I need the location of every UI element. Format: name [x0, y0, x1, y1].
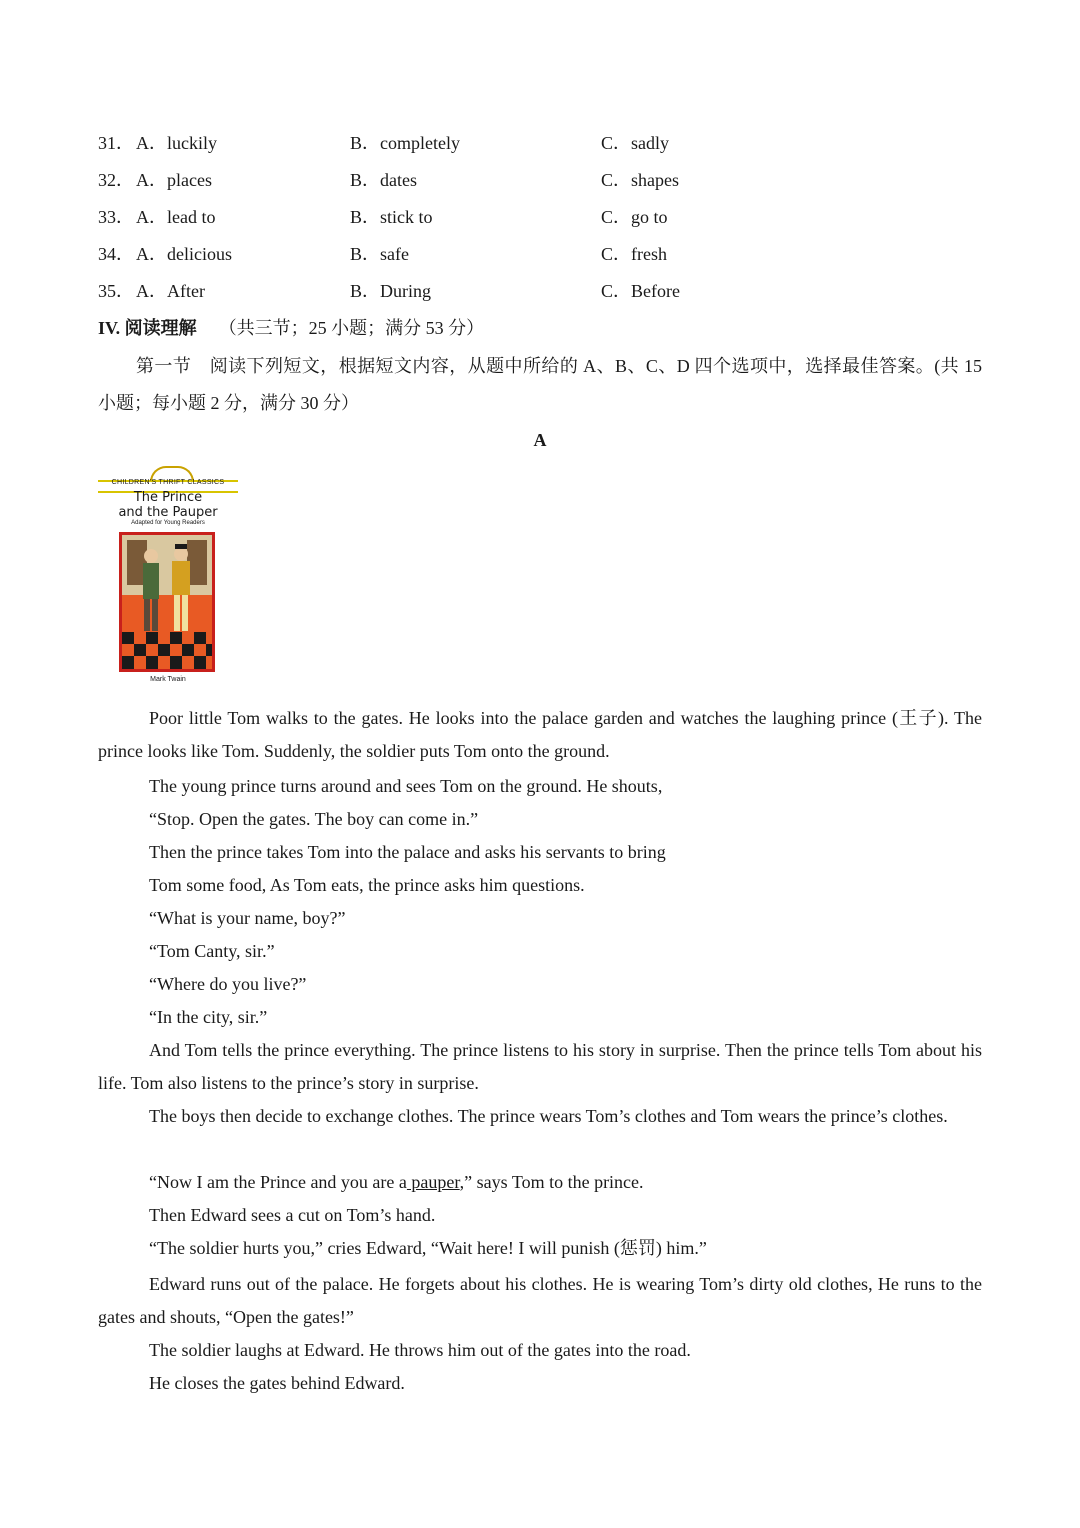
paragraph-text: The boys then decide to exchange clothes. The prince wears Tom’s clothes and Tom wears the prince’s clothes.	[149, 1106, 948, 1126]
option-b: B．dates	[350, 170, 417, 190]
line-text: “Now I am the Prince and you are a	[149, 1172, 407, 1192]
question-number: 32．	[98, 170, 134, 190]
passage-line: He closes the gates behind Edward.	[149, 1373, 405, 1393]
question-row	[98, 202, 998, 232]
question-number: 34．	[98, 244, 134, 264]
passage-paragraph	[98, 702, 982, 768]
question-number: 31．	[98, 133, 134, 153]
passage-line: The soldier laughs at Edward. He throws him out of the gates into the road.	[149, 1340, 691, 1360]
option-a: A．lead to	[136, 207, 216, 227]
question-row	[98, 276, 998, 306]
section-heading	[98, 313, 484, 343]
option-b: B．completely	[350, 133, 460, 153]
paragraph-text: Poor little Tom walks to the gates. He looks into the palace garden and watches the laughing prince (王子). The prince looks like Tom. Suddenly, the soldier puts Tom onto the ground.	[98, 708, 982, 761]
option-a: A．delicious	[136, 244, 232, 264]
passage-line	[149, 1166, 644, 1199]
question-row	[98, 239, 998, 269]
instruction-text: 第一节 阅读下列短文，根据短文内容，从题中所给的 A、B、C、D 四个选项中，选择最佳答案。(共 15 小题；每小题 2 分，满分 30 分）	[98, 356, 982, 413]
option-b: B．During	[350, 281, 431, 301]
question-number: 33．	[98, 207, 134, 227]
cover-author: Mark Twain	[150, 676, 186, 683]
passage-line: Then Edward sees a cut on Tom’s hand.	[149, 1205, 436, 1225]
option-c: C．sadly	[601, 133, 670, 153]
question-row	[98, 128, 998, 158]
passage-line: Then the prince takes Tom into the palace and asks his servants to bring	[149, 842, 666, 862]
passage-line: The young prince turns around and sees Tom on the ground. He shouts,	[149, 776, 663, 796]
section-instruction	[98, 348, 982, 422]
passage-line: “In the city, sir.”	[149, 1007, 268, 1027]
option-b: B．safe	[350, 244, 409, 264]
part-title: A	[533, 430, 547, 450]
paragraph-text: Edward runs out of the palace. He forgets about his clothes. He is wearing Tom’s dirty old clothes, He runs to the gates and shouts, “Open the gates!”	[98, 1274, 982, 1327]
option-a: A．After	[136, 281, 205, 301]
underlined-word: pauper	[406, 1172, 460, 1192]
cover-title-line2: and the Pauper	[118, 505, 218, 520]
passage-line: “Where do you live?”	[149, 974, 307, 994]
option-c: C．go to	[601, 207, 668, 227]
cover-title-line1: The Prince	[133, 490, 203, 505]
passage-paragraph	[98, 1268, 982, 1334]
question-number: 35．	[98, 281, 134, 301]
cover-subtitle: Adapted for Young Readers	[131, 520, 205, 526]
section-title: IV. 阅读理解	[98, 318, 197, 338]
option-c: C．fresh	[601, 244, 667, 264]
passage-paragraph	[98, 1034, 982, 1100]
cover-illustration	[119, 532, 215, 672]
option-c: C．shapes	[601, 170, 679, 190]
option-c: C．Before	[601, 281, 680, 301]
passage-line: “What is your name, boy?”	[149, 908, 346, 928]
passage-line: “Stop. Open the gates. The boy can come in.”	[149, 809, 479, 829]
option-a: A．places	[136, 170, 212, 190]
line-text: ,” says Tom to the prince.	[459, 1172, 644, 1192]
paragraph-text: And Tom tells the prince everything. The prince listens to his story in surprise. Then the prince tells Tom about his life. Tom also listens to the prince’s story in surprise.	[98, 1040, 982, 1093]
section-note: （共三节；25 小题；满分 53 分）	[218, 318, 485, 338]
question-row	[98, 165, 998, 195]
book-cover-image	[98, 464, 240, 688]
passage-paragraph	[98, 1100, 982, 1133]
option-b: B．stick to	[350, 207, 433, 227]
option-a: A．luckily	[136, 133, 217, 153]
passage-line: Tom some food, As Tom eats, the prince asks him questions.	[149, 875, 585, 895]
passage-line: “Tom Canty, sir.”	[149, 941, 275, 961]
cover-brand: CHILDREN'S THRIFT CLASSICS	[111, 479, 225, 486]
passage-line: “The soldier hurts you,” cries Edward, “Wait here! I will punish (惩罚) him.”	[149, 1238, 707, 1258]
